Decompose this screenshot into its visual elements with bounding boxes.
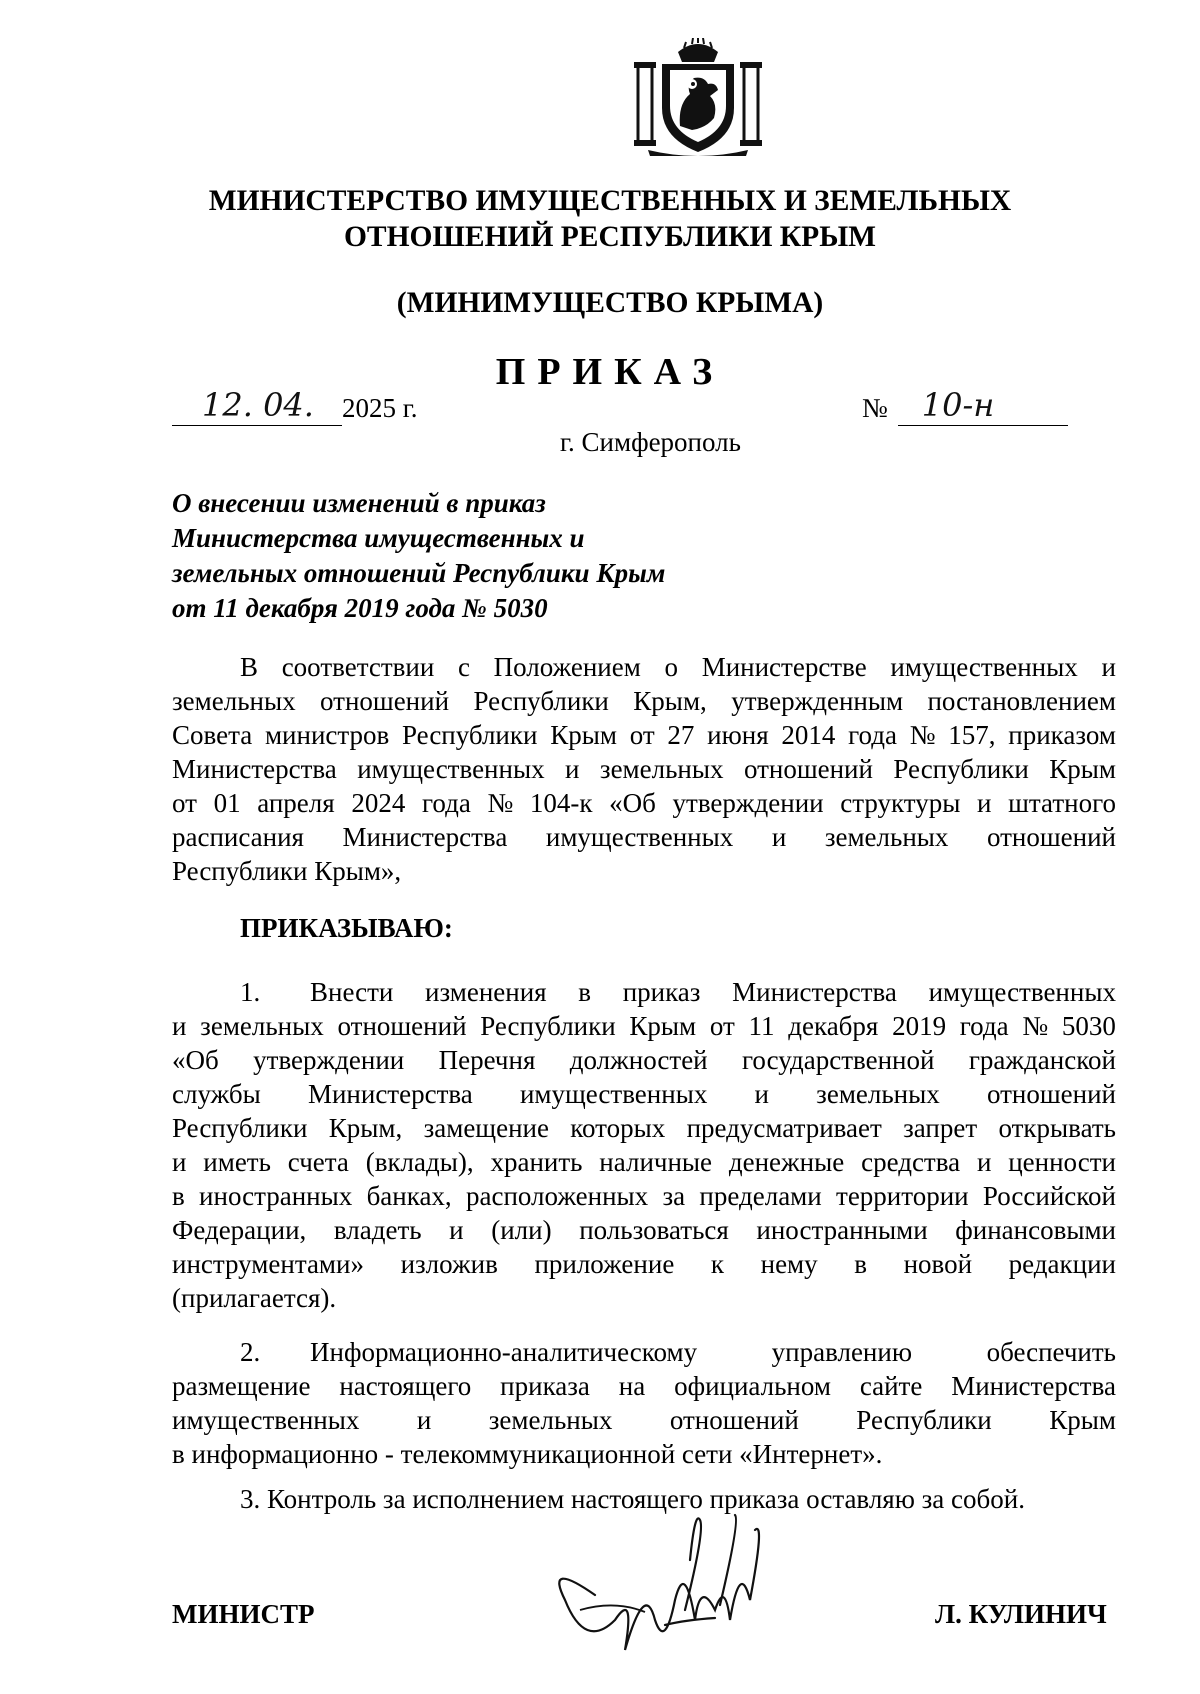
subject-line: земельных отношений Республики Крым: [172, 558, 666, 588]
text-line: службы Министерства имущественных и земельных отношений: [172, 1079, 1116, 1109]
order-item-2: [172, 1335, 1116, 1471]
item-first-line: [172, 975, 1116, 1009]
document-type: ПРИКАЗ: [495, 351, 725, 393]
text-line: «Об утверждении Перечня должностей государственной гражданской: [172, 1045, 1116, 1075]
subject-line: от 11 декабря 2019 года № 5030: [172, 593, 548, 623]
text-line: Республики Крым»,: [172, 856, 402, 886]
item-number: 2.: [240, 1337, 261, 1367]
ministry-name-line2: ОТНОШЕНИЙ РЕСПУБЛИКИ КРЫМ: [343, 221, 877, 253]
signature-role: МИНИСТР: [172, 1599, 315, 1629]
item-first-line: [172, 1335, 1116, 1369]
text-line: размещение настоящего приказа на официальном сайте Министерства: [172, 1371, 1116, 1401]
number-sign: №: [862, 393, 888, 423]
text-line: Министерства имущественных и земельных отношений Республики Крым: [172, 754, 1116, 784]
text-line: инструментами» изложив приложение к нему в новой редакции: [172, 1249, 1116, 1279]
city: г. Симферополь: [560, 427, 741, 457]
text-line: Федерации, владеть и (или) пользоваться иностранными финансовыми: [172, 1215, 1116, 1245]
subject-line: О внесении изменений в приказ: [172, 488, 546, 518]
text-line: и иметь счета (вклады), хранить наличные денежные средства и ценности: [172, 1147, 1116, 1177]
handwritten-signature: [525, 1500, 805, 1670]
ministry-short-name: (МИНИМУЩЕСТВО КРЫМА): [396, 287, 824, 319]
item-first-line-text: Информационно-аналитическому управлению обеспечить: [310, 1337, 1116, 1367]
item-number: 1.: [240, 977, 261, 1007]
text-line: земельных отношений Республики Крым, утвержденным постановлением: [172, 686, 1116, 716]
item-first-line-text: Внести изменения в приказ Министерства имущественных: [310, 977, 1116, 1007]
crimea-coat-of-arms-icon: [634, 38, 762, 156]
order-item-1: [172, 975, 1116, 1315]
preamble: [172, 650, 1116, 888]
text-line: Республики Крым, замещение которых предусматривает запрет открывать: [172, 1113, 1116, 1143]
text-line: расписания Министерства имущественных и земельных отношений: [172, 822, 1116, 852]
item-3-text: 3. Контроль за исполнением настоящего приказа оставляю за собой.: [240, 1484, 1025, 1514]
text-line: имущественных и земельных отношений Республики Крым: [172, 1405, 1116, 1435]
order-year: 2025 г.: [342, 393, 418, 423]
text-line: и земельных отношений Республики Крым от 11 декабря 2019 года № 5030: [172, 1011, 1116, 1041]
text-line: в иностранных банках, расположенных за пределами территории Российской: [172, 1181, 1116, 1211]
date-blank: [172, 386, 342, 426]
subject-line: Министерства имущественных и: [172, 523, 585, 553]
text-line: в информационно - телекоммуникационной сети «Интернет».: [172, 1439, 883, 1469]
text-line: В соответствии с Положением о Министерстве имущественных и: [240, 652, 1116, 682]
ministry-name: [170, 183, 1050, 255]
order-date: [172, 386, 418, 426]
text-line: Совета министров Республики Крым от 27 июня 2014 года № 157, приказом: [172, 720, 1116, 750]
handwritten-number: 10-н: [921, 386, 995, 424]
handwritten-date: 12. 04.: [202, 386, 314, 424]
ministry-name-line1: МИНИСТЕРСТВО ИМУЩЕСТВЕННЫХ И ЗЕМЕЛЬНЫХ: [208, 185, 1012, 217]
order-subject: [172, 486, 732, 626]
text-line: от 01 апреля 2024 года № 104-к «Об утверждении структуры и штатного: [172, 788, 1116, 818]
order-number: [862, 386, 1068, 426]
signatory-name: Л. КУЛИНИЧ: [935, 1599, 1107, 1629]
number-blank: [898, 386, 1068, 426]
order-word: ПРИКАЗЫВАЮ:: [240, 913, 453, 943]
text-line: (прилагается).: [172, 1283, 337, 1313]
